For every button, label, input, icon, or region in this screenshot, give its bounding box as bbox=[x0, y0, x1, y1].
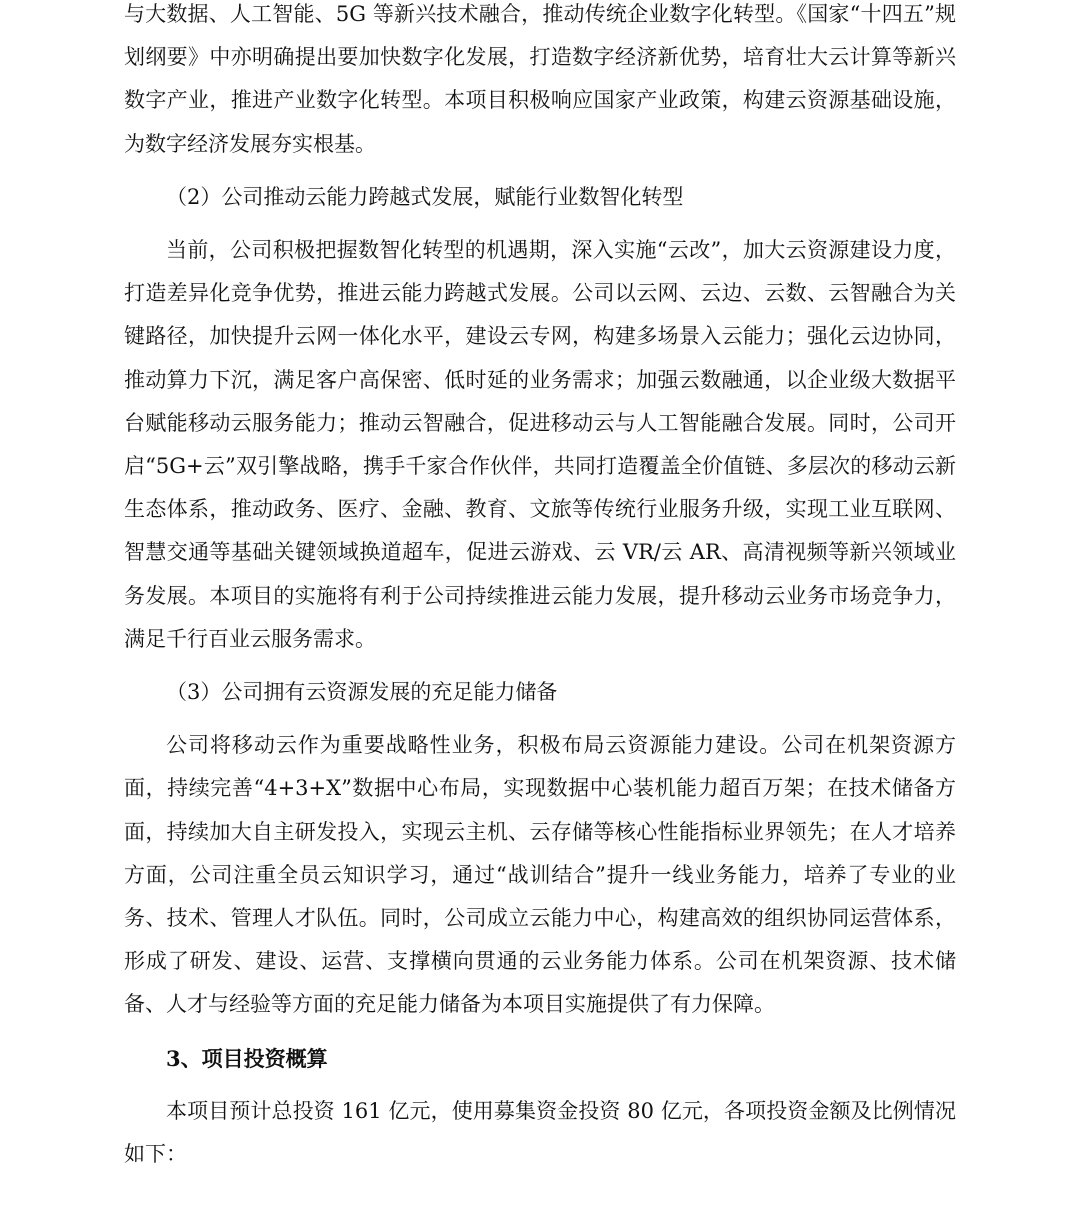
paragraph-cloud-capability: 当前，公司积极把握数智化转型的机遇期，深入实施“云改”，加大云资源建设力度，打造差异化竞争优势，推进云能力跨越式发展。公司以云网、云边、云数、云智融合为关键路径，加快提升云网一体化水平，建设云专网，构建多场景入云能力；强化云边协同，推动算力下沉，满足客户高保密、低时延的业务需求；加强云数融通，以企业级大数据平台赋能移动云服务能力；推动云智融合，促进移动云与人工智能融合发展。同时，公司开启“5G+云”双引擎战略，携手千家合作伙伴，共同打造覆盖全价值链、多层次的移动云新生态体系，推动政务、医疗、金融、教育、文旅等传统行业服务升级，实现工业互联网、智慧交通等基础关键领域换道超车，促进云游戏、云 VR/云 AR、高清视频等新兴领域业务发展。本项目的实施将有利于公司持续推进云能力发展，提升移动云业务市场竞争力，满足千行百业云服务需求。 bbox=[124, 238, 956, 651]
document-page bbox=[124, 0, 956, 1176]
paragraph-continuation: 与大数据、人工智能、5G 等新兴技术融合，推动传统企业数字化转型。《国家“十四五”规划纲要》中亦明确提出要加快数字化发展，打造数字经济新优势，培育壮大云计算等新兴数字产业，推进产业数字化转型。本项目积极响应国家产业政策，构建云资源基础设施，为数字经济发展夯实根基。 bbox=[124, 2, 956, 156]
paragraph-investment: 本项目预计总投资 161 亿元，使用募集资金投资 80 亿元，各项投资金额及比例情况如下： bbox=[124, 1098, 956, 1167]
subheading-2: （2）公司推动云能力跨越式发展，赋能行业数智化转型 bbox=[166, 184, 684, 209]
paragraph-capability-reserve: 公司将移动云作为重要战略性业务，积极布局云资源能力建设。公司在机架资源方面，持续完善“4+3+X”数据中心布局，实现数据中心装机能力超百万架；在技术储备方面，持续加大自主研发投入，实现云主机、云存储等核心性能指标业界领先；在人才培养方面，公司注重全员云知识学习，通过“战训结合”提升一线业务能力，培养了专业的业务、技术、管理人才队伍。同时，公司成立云能力中心，构建高效的组织协同运营体系，形成了研发、建设、运营、支撑横向贯通的云业务能力体系。公司在机架资源、技术储备、人才与经验等方面的充足能力储备为本项目实施提供了有力保障。 bbox=[124, 733, 956, 1017]
subheading-3: （3）公司拥有云资源发展的充足能力储备 bbox=[166, 680, 558, 705]
section-heading-investment: 3、项目投资概算 bbox=[166, 1045, 328, 1071]
